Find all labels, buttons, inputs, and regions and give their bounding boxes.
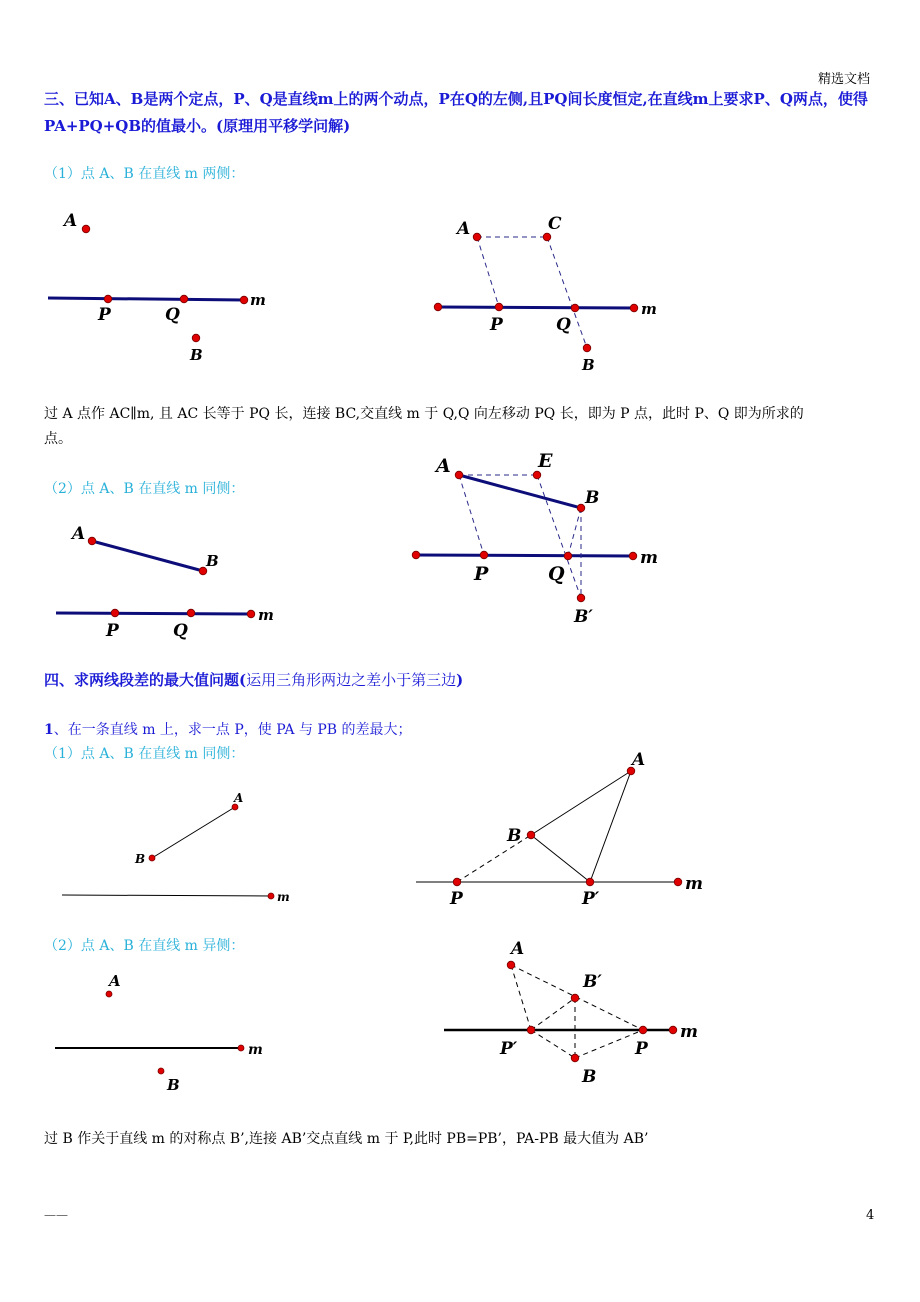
label-B: B [167,1076,180,1094]
label-P: P [98,305,111,325]
label-B-prime: B′ [583,972,602,992]
section-4-title-close: ) [456,671,464,689]
label-E: E [538,450,553,472]
point-B-prime [577,594,585,602]
label-Q: Q [548,563,565,585]
point-B [158,1068,164,1074]
point-B-prime [571,994,579,1002]
figure-same-side [56,524,274,641]
point-B [149,855,155,861]
point-C [543,233,551,241]
label-B: B [507,826,522,846]
point-P [104,295,112,303]
section-3-explanation-line-2: 点。 [44,431,72,447]
figure-difference-same-side [62,791,290,904]
point-Q [180,295,188,303]
line-m [62,895,271,896]
line-m [416,555,633,556]
label-m: m [640,548,658,568]
point-B [571,1054,579,1062]
point-Q [571,304,579,312]
point-Q [187,609,195,617]
section-3-case-2: （2）点 A、B 在直线 m 同侧： [44,481,245,497]
label-B: B [582,356,595,374]
section-4-case-1: （1）点 A、B 在直线 m 同侧： [44,746,245,762]
section-3-title: 三、已知A、B是两个定点，P、Q是直线m上的两个动点，P在Q的左侧,且PQ间长度恒定,在直线m上要求P、Q两点，使得PA+PQ+QB的值最小。(原理用平移学问解) [44,90,868,135]
label-Q: Q [165,305,180,325]
point-Q [564,552,572,560]
line-m [438,307,634,308]
label-B: B [190,346,203,364]
footer-mark: —— [44,1208,68,1222]
label-P: P [635,1039,648,1059]
label-B: B [206,552,219,570]
segment-AP [477,237,499,307]
label-Q: Q [556,315,571,335]
point-m-end [247,610,255,618]
segment-A-to-P-prime [511,965,531,1030]
label-A: A [234,791,244,805]
point-A [88,537,96,545]
segment-AP [459,475,484,555]
point-m-end [268,893,274,899]
point-P [480,551,488,559]
label-P-prime: P′ [582,889,600,909]
point-m-end [629,552,637,560]
label-A: A [64,211,78,231]
label-m: m [250,291,266,309]
figure-difference-same-side-solution [416,750,703,909]
label-P: P [474,563,489,585]
segment-AB [459,475,581,508]
label-A: A [632,750,646,770]
point-P-prime [527,1026,535,1034]
segment-AB [152,807,235,858]
figure-translation-solution [434,214,657,374]
section-4-explanation: 过 B 作关于直线 m 的对称点 B’,连接 AB’交点直线 m 于 P,此时 PB=PB’，PA-PB 最大值为 AB’ [44,1131,649,1147]
label-m: m [277,890,290,904]
section-3-explanation-line-1: 过 A 点作 AC∥m, 且 AC 长等于 PQ 长，连接 BC,交直线 m 于 Q,Q 向左移动 PQ 长，即为 P 点，此时 P、Q 即为所求的 [44,406,804,422]
label-P: P [450,889,463,909]
label-A: A [457,219,471,239]
label-A: A [511,939,525,959]
point-m-end [238,1045,244,1051]
point-P [495,303,503,311]
section-4-title-principle: 运用三角形两边之差小于第三边 [246,671,457,689]
line-m [56,613,251,614]
point-P-prime [586,878,594,886]
section-4-case-2: （2）点 A、B 在直线 m 异侧： [44,938,245,954]
segment-BP-prime [531,835,590,882]
point-A [455,471,463,479]
figure-opposite-sides [48,211,266,364]
label-m: m [685,874,703,894]
label-m: m [641,300,657,318]
question-number: 1 [44,722,54,738]
figure-same-side-solution [412,450,658,627]
page-number: 4 [866,1208,875,1223]
point-m-end [669,1026,677,1034]
label-Q: Q [173,621,188,641]
segment-BA [531,771,631,835]
label-C: C [548,214,562,234]
segment-B-to-P [575,1030,643,1058]
point-A [82,225,90,233]
question-text: 、在一条直线 m 上，求一点 P，使 PA 与 PB 的差最大； [53,722,412,738]
label-A: A [436,455,451,477]
point-B [192,334,200,342]
section-4-title-bold: 四、求两线段差的最大值问题( [44,671,247,689]
point-m-start [434,303,442,311]
segment-P-prime-to-B [531,1030,575,1058]
figure-difference-opposite-sides-solution [444,939,698,1087]
label-P-prime: P′ [500,1039,518,1059]
point-m-end [240,296,248,304]
point-A [473,233,481,241]
label-A: A [72,524,86,544]
label-B: B [582,1067,597,1087]
label-P: P [106,621,119,641]
point-A [106,991,112,997]
label-B: B [135,852,146,866]
point-B [583,344,591,352]
label-A: A [109,972,121,990]
point-P [453,878,461,886]
label-P: P [490,315,503,335]
label-B-prime: B′ [574,607,593,627]
segment-P-prime-to-B-prime [531,998,575,1030]
label-B: B [585,488,600,508]
point-m-end [674,878,682,886]
page-header: 精选文档 [818,72,871,87]
point-P [111,609,119,617]
point-A [507,961,515,969]
segment-AP-prime [590,771,631,882]
point-E [533,471,541,479]
point-P [639,1026,647,1034]
point-B [577,504,585,512]
label-m: m [258,606,274,624]
point-m-start [412,551,420,559]
line-m [48,298,244,300]
section-3-case-1: （1）点 A、B 在直线 m 两侧： [44,166,245,182]
label-m: m [680,1022,698,1042]
figure-difference-opposite-sides [55,972,263,1094]
point-m-end [630,304,638,312]
point-B [527,831,535,839]
label-m: m [248,1042,263,1058]
segment-BQ [568,508,581,556]
segment-AB [92,541,203,571]
